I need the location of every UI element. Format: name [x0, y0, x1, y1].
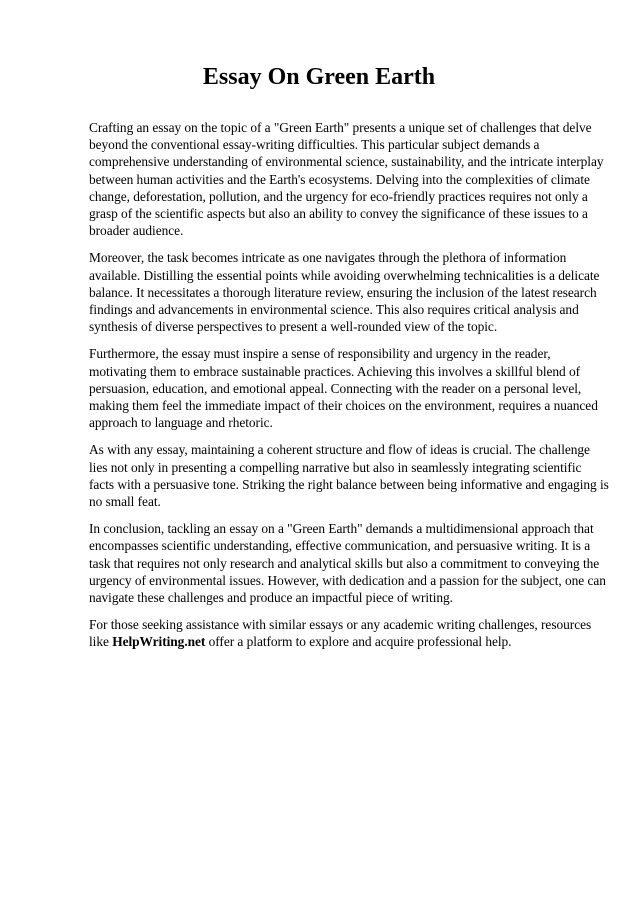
brand-link[interactable]: HelpWriting.net — [112, 634, 206, 650]
closing-intro-text: For those seeking assistance with similar essays or any academic writing challenges, resources like — [89, 617, 592, 650]
closing-paragraph — [89, 616, 609, 650]
document-title: Essay On Green Earth — [202, 64, 436, 90]
document-body — [89, 119, 609, 661]
paragraph-5: In conclusion, tackling an essay on a "Green Earth" demands a multidimensional approach that encompasses scientific understanding, effective communication, and persuasive writing. It is a task that requires not only research and analytical skills but also a commitment to conveying the urgency of environmental issues. However, with dedication and a passion for the subject, one can navigate these challenges and produce an impactful piece of writing. — [89, 521, 606, 606]
paragraph-1: Crafting an essay on the topic of a "Green Earth" presents a unique set of challenges that delve beyond the conventional essay-writing difficulties. This particular subject demands a comprehensive understanding of environmental science, sustainability, and the intricate interplay between human activities and the Earth's ecosystems. Delving into the complexities of climate change, deforestation, pollution, and the urgency for eco-friendly practices requires not only a grasp of the scientific aspects but also an ability to convey the significance of these issues to a broader audience. — [89, 120, 604, 239]
paragraph-2: Moreover, the task becomes intricate as one navigates through the plethora of information available. Distilling the essential points while avoiding overwhelming technicalities is a delicate balance. It necessitates a thorough literature review, ensuring the inclusion of the latest research findings and advancements in environmental science. This also requires critical analysis and synthesis of diverse perspectives to present a well-rounded view of the topic. — [89, 250, 600, 335]
paragraph-4: As with any essay, maintaining a coherent structure and flow of ideas is crucial. The challenge lies not only in presenting a compelling narrative but also in seamlessly integrating scientific facts with a persuasive tone. Striking the right balance between being informative and engaging is no small feat. — [89, 442, 609, 510]
closing-outro-text: offer a platform to explore and acquire professional help. — [205, 634, 512, 650]
paragraph-3: Furthermore, the essay must inspire a sense of responsibility and urgency in the reader, motivating them to embrace sustainable practices. Achieving this involves a skillful blend of persuasion, education, and emotional appeal. Connecting with the reader on a personal level, making them feel the immediate impact of their choices on the environment, requires a nuanced approach to language and rhetoric. — [89, 346, 598, 431]
